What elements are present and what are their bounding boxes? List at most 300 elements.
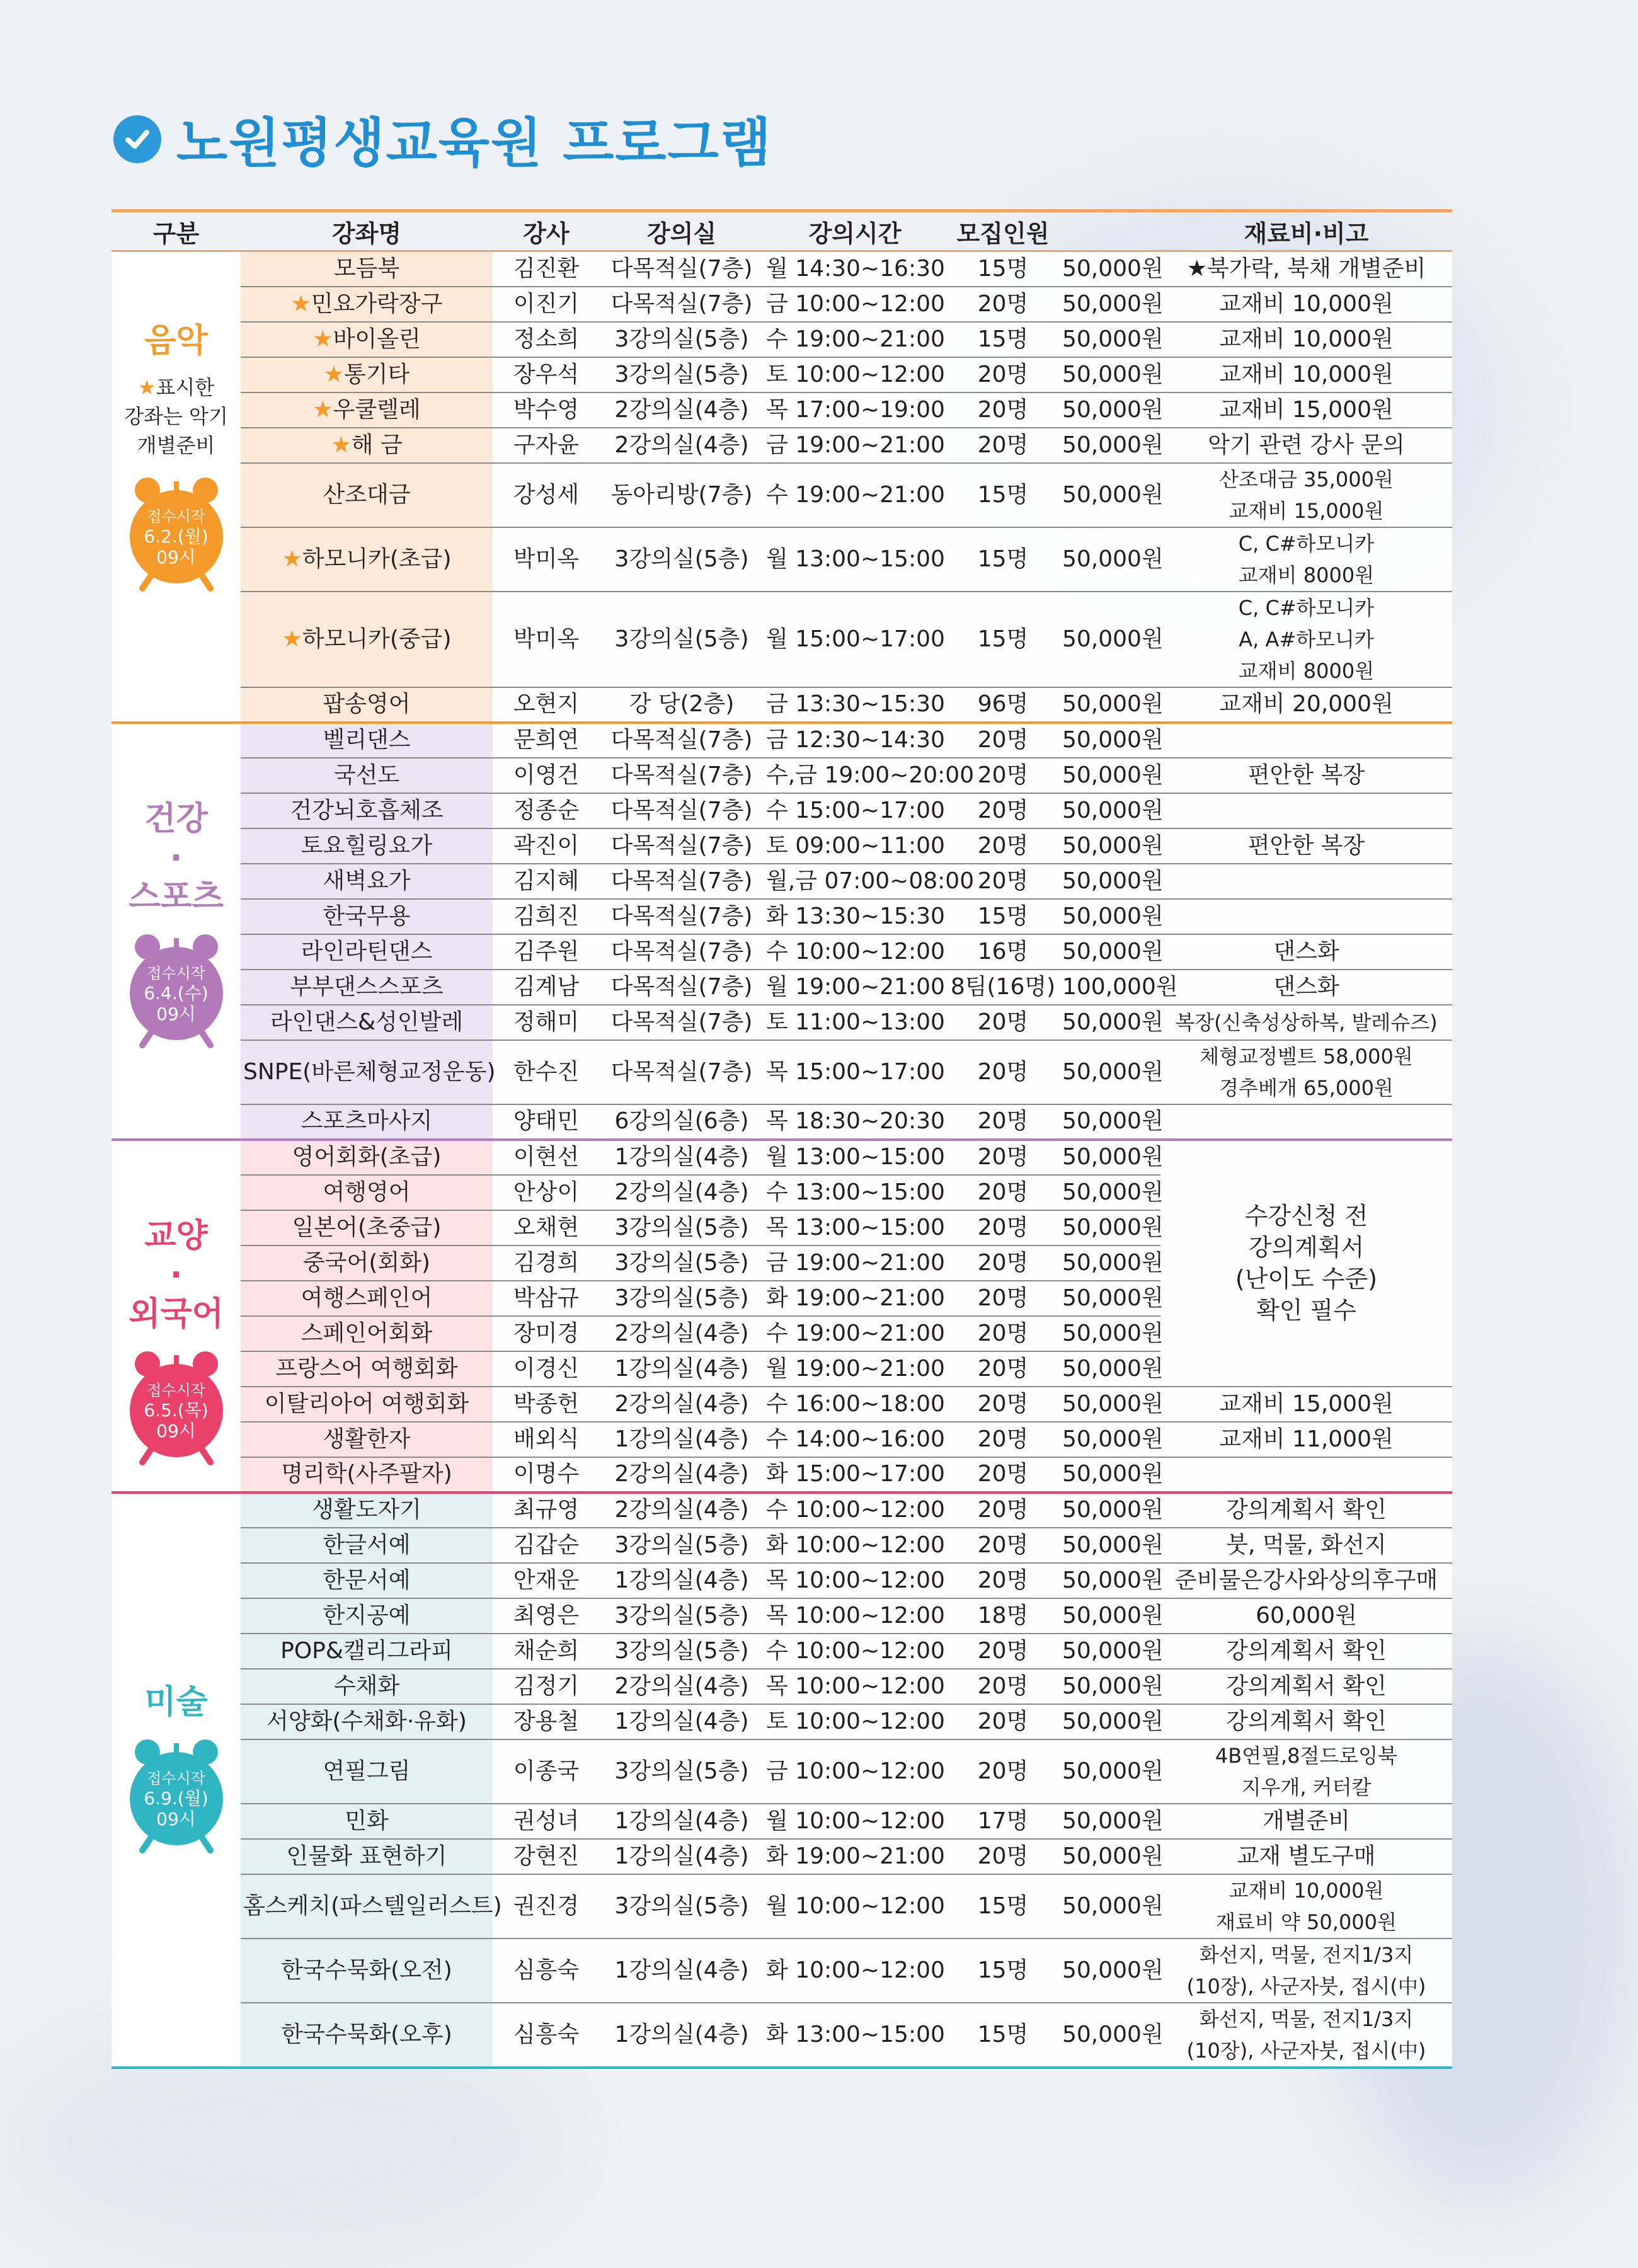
table-row — [112, 828, 1452, 864]
fee: 50,000원 — [1060, 1528, 1160, 1563]
classroom: 다목적실(7층) — [600, 970, 764, 1005]
fee: 50,000원 — [1060, 1040, 1160, 1104]
class-time: 목 15:00~17:00 — [764, 1040, 946, 1104]
teacher-name: 안상이 — [493, 1175, 600, 1210]
teacher-name: 배외식 — [493, 1422, 600, 1457]
capacity: 20명 — [946, 1387, 1060, 1422]
note: 교재비 11,000원 — [1160, 1422, 1452, 1457]
course-name: 라인라틴댄스 — [241, 934, 493, 970]
teacher-name: 박수영 — [493, 392, 600, 428]
note: 강의계획서 확인 — [1160, 1704, 1452, 1739]
note: 교재비 10,000원 — [1160, 357, 1452, 392]
alarm-clock-icon — [126, 1734, 227, 1854]
teacher-name: 권성녀 — [493, 1804, 600, 1839]
alarm-clock-icon — [126, 1346, 227, 1466]
class-time: 월,금 07:00~08:00 — [764, 864, 946, 899]
fee: 50,000원 — [1060, 527, 1160, 592]
class-time: 수 19:00~21:00 — [764, 322, 946, 357]
fee: 50,000원 — [1060, 1704, 1160, 1739]
table-row — [112, 934, 1452, 970]
star-icon: ★ — [1186, 255, 1207, 282]
classroom: 3강의실(5층) — [600, 322, 764, 357]
fee: 50,000원 — [1060, 1140, 1160, 1175]
classroom: 다목적실(7층) — [600, 1040, 764, 1104]
class-time: 토 10:00~12:00 — [764, 1704, 946, 1739]
course-name: 연필그림 — [241, 1739, 493, 1804]
class-time: 목 10:00~12:00 — [764, 1669, 946, 1704]
check-icon — [113, 115, 161, 163]
course-name: 한국수묵화(오후) — [241, 2003, 493, 2068]
note: 댄스화 — [1160, 934, 1452, 970]
fee: 50,000원 — [1060, 1246, 1160, 1281]
table-row — [112, 1563, 1452, 1598]
classroom: 다목적실(7층) — [600, 723, 764, 758]
capacity: 15명 — [946, 1939, 1060, 2003]
table-row — [112, 1528, 1452, 1563]
teacher-name: 박삼규 — [493, 1281, 600, 1316]
class-time: 화 15:00~17:00 — [764, 1457, 946, 1492]
table-row — [112, 251, 1452, 287]
teacher-name: 이경신 — [493, 1351, 600, 1387]
teacher-name: 김주원 — [493, 934, 600, 970]
classroom: 3강의실(5층) — [600, 1246, 764, 1281]
teacher-name: 오현지 — [493, 687, 600, 723]
capacity: 20명 — [946, 828, 1060, 864]
capacity: 20명 — [946, 1140, 1060, 1175]
table-row — [112, 322, 1452, 357]
teacher-name: 이영건 — [493, 758, 600, 793]
course-name: 산조대금 — [241, 463, 493, 527]
fee: 50,000원 — [1060, 1874, 1160, 1939]
class-time: 토 10:00~12:00 — [764, 357, 946, 392]
star-icon: ★ — [290, 290, 311, 317]
table-row — [112, 1598, 1452, 1634]
course-name: 새벽요가 — [241, 864, 493, 899]
table-row — [112, 1005, 1452, 1040]
fee: 50,000원 — [1060, 758, 1160, 793]
fee: 100,000원 — [1060, 970, 1160, 1005]
course-name: 모듬북 — [241, 251, 493, 287]
table-row — [112, 428, 1452, 463]
capacity: 20명 — [946, 1528, 1060, 1563]
course-name: 이탈리아어 여행회화 — [241, 1387, 493, 1422]
capacity: 17명 — [946, 1804, 1060, 1839]
note: 개별준비 — [1160, 1804, 1452, 1839]
table-row — [112, 1387, 1452, 1422]
note: 복장(신축성상하복, 발레슈즈) — [1160, 1005, 1452, 1040]
teacher-name: 이종국 — [493, 1739, 600, 1804]
note — [1160, 793, 1452, 828]
program-table — [112, 209, 1452, 2069]
teacher-name: 정해미 — [493, 1005, 600, 1040]
course-name: 명리학(사주팔자) — [241, 1457, 493, 1492]
category-cell — [112, 723, 241, 1140]
classroom: 다목적실(7층) — [600, 287, 764, 322]
table-row — [112, 592, 1452, 687]
capacity: 15명 — [946, 322, 1060, 357]
capacity: 96명 — [946, 687, 1060, 723]
class-time: 수 10:00~12:00 — [764, 1634, 946, 1669]
fee: 50,000원 — [1060, 1598, 1160, 1634]
registration-time: 09시 — [156, 547, 196, 568]
capacity: 20명 — [946, 428, 1060, 463]
class-time: 금 10:00~12:00 — [764, 287, 946, 322]
course-name: 생활한자 — [241, 1422, 493, 1457]
capacity: 20명 — [946, 1210, 1060, 1246]
registration-label: 접수시작 — [147, 1381, 205, 1399]
note: 강의계획서 확인 — [1160, 1669, 1452, 1704]
capacity: 18명 — [946, 1598, 1060, 1634]
course-name: ★하모니카(중급) — [241, 592, 493, 687]
table-row — [112, 1874, 1452, 1939]
fee: 50,000원 — [1060, 1281, 1160, 1316]
course-name: 라인댄스&성인발레 — [241, 1005, 493, 1040]
course-name: 한국수묵화(오전) — [241, 1939, 493, 2003]
teacher-name: 박종헌 — [493, 1387, 600, 1422]
classroom: 3강의실(5층) — [600, 527, 764, 592]
header-note: 재료비·비고 — [1160, 211, 1452, 251]
class-time: 금 10:00~12:00 — [764, 1739, 946, 1804]
fee: 50,000원 — [1060, 1804, 1160, 1839]
table-row — [112, 1634, 1452, 1669]
star-icon: ★ — [282, 546, 302, 572]
fee: 50,000원 — [1060, 392, 1160, 428]
note: C, C#하모니카 A, A#하모니카 교재비 8000원 — [1160, 592, 1452, 687]
classroom: 다목적실(7층) — [600, 251, 764, 287]
category-cell — [112, 1492, 241, 2068]
fee: 50,000원 — [1060, 1839, 1160, 1874]
teacher-name: 채순희 — [493, 1634, 600, 1669]
teacher-name: 문희연 — [493, 723, 600, 758]
table-row — [112, 793, 1452, 828]
teacher-name: 박미옥 — [493, 527, 600, 592]
course-name: 부부댄스스포츠 — [241, 970, 493, 1005]
classroom: 다목적실(7층) — [600, 1005, 764, 1040]
fee: 50,000원 — [1060, 687, 1160, 723]
teacher-name: 김정기 — [493, 1669, 600, 1704]
registration-time: 09시 — [156, 1808, 196, 1830]
classroom: 3강의실(5층) — [600, 1281, 764, 1316]
registration-label: 접수시작 — [147, 1769, 205, 1787]
note: ★북가락, 북채 개별준비 — [1160, 251, 1452, 287]
note: 산조대금 35,000원 교재비 15,000원 — [1160, 463, 1452, 527]
note: 강의계획서 확인 — [1160, 1634, 1452, 1669]
course-name: 민화 — [241, 1804, 493, 1839]
table-row — [112, 287, 1452, 322]
fee: 50,000원 — [1060, 1316, 1160, 1351]
course-name: 건강뇌호흡체조 — [241, 793, 493, 828]
teacher-name: 장용철 — [493, 1704, 600, 1739]
category-name: 음악 — [144, 322, 208, 360]
course-name: 스페인어회화 — [241, 1316, 493, 1351]
classroom: 2강의실(4층) — [600, 1175, 764, 1210]
table-row — [112, 864, 1452, 899]
fee: 50,000원 — [1060, 1175, 1160, 1210]
class-time: 금 19:00~21:00 — [764, 1246, 946, 1281]
table-row — [112, 1422, 1452, 1457]
course-name: 스포츠마사지 — [241, 1104, 493, 1140]
classroom: 다목적실(7층) — [600, 758, 764, 793]
note — [1160, 864, 1452, 899]
classroom: 3강의실(5층) — [600, 1528, 764, 1563]
capacity: 20명 — [946, 357, 1060, 392]
capacity: 20명 — [946, 1040, 1060, 1104]
category-name: 미술 — [144, 1683, 208, 1721]
course-name: 인물화 표현하기 — [241, 1839, 493, 1874]
class-time: 수 10:00~12:00 — [764, 934, 946, 970]
category-name: 건강 · 스포츠 — [129, 799, 224, 916]
fee: 50,000원 — [1060, 1634, 1160, 1669]
teacher-name: 곽진이 — [493, 828, 600, 864]
note — [1160, 723, 1452, 758]
class-time: 금 12:30~14:30 — [764, 723, 946, 758]
class-time: 화 19:00~21:00 — [764, 1281, 946, 1316]
fee: 50,000원 — [1060, 1669, 1160, 1704]
capacity: 20명 — [946, 1704, 1060, 1739]
classroom: 3강의실(5층) — [600, 1874, 764, 1939]
classroom: 1강의실(4층) — [600, 1140, 764, 1175]
fee: 50,000원 — [1060, 592, 1160, 687]
course-name: ★민요가락장구 — [241, 287, 493, 322]
class-time: 월 19:00~21:00 — [764, 1351, 946, 1387]
classroom: 2강의실(4층) — [600, 1492, 764, 1528]
note: 화선지, 먹물, 전지1/3지 (10장), 사군자붓, 접시(中) — [1160, 1939, 1452, 2003]
capacity: 20명 — [946, 1492, 1060, 1528]
teacher-name: 김계남 — [493, 970, 600, 1005]
note — [1160, 1104, 1452, 1140]
course-name: 홈스케치(파스텔일러스트) — [241, 1874, 493, 1939]
note: 화선지, 먹물, 전지1/3지 (10장), 사군자붓, 접시(中) — [1160, 2003, 1452, 2068]
course-name: 팝송영어 — [241, 687, 493, 723]
note: 교재비 20,000원 — [1160, 687, 1452, 723]
capacity: 15명 — [946, 899, 1060, 934]
note: 교재 별도구매 — [1160, 1839, 1452, 1874]
classroom: 2강의실(4층) — [600, 1669, 764, 1704]
course-name: SNPE(바른체형교정운동) — [241, 1040, 493, 1104]
registration-time: 09시 — [156, 1420, 196, 1441]
course-name: 한국무용 — [241, 899, 493, 934]
table-row — [112, 1839, 1452, 1874]
classroom: 1강의실(4층) — [600, 1563, 764, 1598]
classroom: 2강의실(4층) — [600, 428, 764, 463]
header-category: 구분 — [112, 211, 241, 251]
capacity: 20명 — [946, 287, 1060, 322]
table-row — [112, 970, 1452, 1005]
fee: 50,000원 — [1060, 1387, 1160, 1422]
classroom: 1강의실(4층) — [600, 1804, 764, 1839]
registration-date: 6.9.(월) — [144, 1787, 209, 1809]
course-name: 서양화(수채화·유화) — [241, 1704, 493, 1739]
classroom: 3강의실(5층) — [600, 1598, 764, 1634]
course-name: 중국어(회화) — [241, 1246, 493, 1281]
class-time: 월 13:00~15:00 — [764, 527, 946, 592]
table-row — [112, 1804, 1452, 1839]
table-row — [112, 1040, 1452, 1104]
classroom: 다목적실(7층) — [600, 793, 764, 828]
capacity: 16명 — [946, 934, 1060, 970]
note: 편안한 복장 — [1160, 758, 1452, 793]
header-fee — [1060, 211, 1160, 251]
header-room: 강의실 — [600, 211, 764, 251]
teacher-name: 김지혜 — [493, 864, 600, 899]
note: 댄스화 — [1160, 970, 1452, 1005]
table-row — [112, 357, 1452, 392]
class-time: 수 19:00~21:00 — [764, 463, 946, 527]
capacity: 20명 — [946, 1005, 1060, 1040]
table-row — [112, 758, 1452, 793]
capacity: 20명 — [946, 1839, 1060, 1874]
fee: 50,000원 — [1060, 251, 1160, 287]
course-name: ★통기타 — [241, 357, 493, 392]
header-teacher: 강사 — [493, 211, 600, 251]
star-icon: ★ — [312, 326, 333, 352]
note: 교재비 10,000원 — [1160, 287, 1452, 322]
class-time: 월 13:00~15:00 — [764, 1140, 946, 1175]
page-title: 노원평생교육원 프로그램 — [176, 112, 772, 174]
fee: 50,000원 — [1060, 1563, 1160, 1598]
fee: 50,000원 — [1060, 828, 1160, 864]
classroom: 다목적실(7층) — [600, 934, 764, 970]
registration-date: 6.4.(수) — [144, 982, 209, 1004]
fee: 50,000원 — [1060, 463, 1160, 527]
class-time: 화 10:00~12:00 — [764, 1528, 946, 1563]
class-time: 토 11:00~13:00 — [764, 1005, 946, 1040]
table-row — [112, 1704, 1452, 1739]
teacher-name: 김갑순 — [493, 1528, 600, 1563]
star-icon: ★ — [282, 626, 302, 652]
table-row — [112, 1939, 1452, 2003]
registration-label: 접수시작 — [147, 508, 205, 525]
class-time: 화 13:00~15:00 — [764, 2003, 946, 2068]
teacher-name: 정종순 — [493, 793, 600, 828]
classroom: 1강의실(4층) — [600, 2003, 764, 2068]
course-name: POP&캘리그라피 — [241, 1634, 493, 1669]
category-note: ★표시한 강좌는 악기 개별준비 — [124, 375, 228, 457]
capacity: 20명 — [946, 1246, 1060, 1281]
table-row — [112, 1669, 1452, 1704]
fee: 50,000원 — [1060, 1005, 1160, 1040]
classroom: 1강의실(4층) — [600, 1939, 764, 2003]
fee: 50,000원 — [1060, 1457, 1160, 1492]
capacity: 20명 — [946, 1351, 1060, 1387]
fee: 50,000원 — [1060, 1492, 1160, 1528]
teacher-name: 이명수 — [493, 1457, 600, 1492]
note — [1160, 899, 1452, 934]
class-time: 목 17:00~19:00 — [764, 392, 946, 428]
fee: 50,000원 — [1060, 428, 1160, 463]
capacity: 15명 — [946, 1874, 1060, 1939]
classroom: 강 당(2층) — [600, 687, 764, 723]
class-time: 목 18:30~20:30 — [764, 1104, 946, 1140]
class-time: 수 15:00~17:00 — [764, 793, 946, 828]
capacity: 20명 — [946, 864, 1060, 899]
teacher-name: 김경희 — [493, 1246, 600, 1281]
fee: 50,000원 — [1060, 322, 1160, 357]
registration-date: 6.2.(월) — [144, 526, 209, 547]
classroom: 3강의실(5층) — [600, 1210, 764, 1246]
teacher-name: 오채현 — [493, 1210, 600, 1246]
fee: 50,000원 — [1060, 1210, 1160, 1246]
class-time: 수 10:00~12:00 — [764, 1492, 946, 1528]
table-row — [112, 1492, 1452, 1528]
star-icon: ★ — [137, 375, 156, 399]
header-capacity: 모집인원 — [946, 211, 1060, 251]
capacity: 20명 — [946, 723, 1060, 758]
course-name: ★바이올린 — [241, 322, 493, 357]
teacher-name: 안재운 — [493, 1563, 600, 1598]
table-row — [112, 527, 1452, 592]
classroom: 1강의실(4층) — [600, 1839, 764, 1874]
classroom: 2강의실(4층) — [600, 1316, 764, 1351]
fee: 50,000원 — [1060, 1104, 1160, 1140]
course-name: 영어회화(초급) — [241, 1140, 493, 1175]
category-cell — [112, 251, 241, 723]
alarm-clock-icon — [126, 472, 227, 592]
teacher-name: 강성세 — [493, 463, 600, 527]
note: 편안한 복장 — [1160, 828, 1452, 864]
table-row — [112, 1104, 1452, 1140]
note: C, C#하모니카 교재비 8000원 — [1160, 527, 1452, 592]
class-time: 수 16:00~18:00 — [764, 1387, 946, 1422]
header-course: 강좌명 — [241, 211, 493, 251]
capacity: 15명 — [946, 592, 1060, 687]
capacity: 8팀(16명) — [946, 970, 1060, 1005]
classroom: 2강의실(4층) — [600, 1387, 764, 1422]
table-row — [112, 687, 1452, 723]
table-row — [112, 723, 1452, 758]
teacher-name: 구자윤 — [493, 428, 600, 463]
fee: 50,000원 — [1060, 723, 1160, 758]
star-icon: ★ — [323, 361, 344, 387]
note: 강의계획서 확인 — [1160, 1492, 1452, 1528]
registration-label: 접수시작 — [147, 964, 205, 982]
teacher-name: 이진기 — [493, 287, 600, 322]
fee: 50,000원 — [1060, 899, 1160, 934]
class-time: 월 19:00~21:00 — [764, 970, 946, 1005]
class-time: 금 13:30~15:30 — [764, 687, 946, 723]
fee: 50,000원 — [1060, 934, 1160, 970]
teacher-name: 최규영 — [493, 1492, 600, 1528]
class-time: 토 09:00~11:00 — [764, 828, 946, 864]
star-icon: ★ — [312, 396, 333, 423]
teacher-name: 김희진 — [493, 899, 600, 934]
capacity: 20명 — [946, 1634, 1060, 1669]
note: 교재비 15,000원 — [1160, 1387, 1452, 1422]
class-time: 화 19:00~21:00 — [764, 1839, 946, 1874]
table-header — [112, 211, 1452, 251]
class-time: 수 14:00~16:00 — [764, 1422, 946, 1457]
fee: 50,000원 — [1060, 1939, 1160, 2003]
classroom: 1강의실(4층) — [600, 1351, 764, 1387]
teacher-name: 권진경 — [493, 1874, 600, 1939]
note: 붓, 먹물, 화선지 — [1160, 1528, 1452, 1563]
note: 체형교정벨트 58,000원 경추베개 65,000원 — [1160, 1040, 1452, 1104]
classroom: 2강의실(4층) — [600, 1457, 764, 1492]
teacher-name: 최영은 — [493, 1598, 600, 1634]
teacher-name: 양태민 — [493, 1104, 600, 1140]
table-row — [112, 1457, 1452, 1492]
classroom: 2강의실(4층) — [600, 392, 764, 428]
capacity: 20명 — [946, 793, 1060, 828]
capacity: 15명 — [946, 2003, 1060, 2068]
note: 준비물은강사와상의후구매 — [1160, 1563, 1452, 1598]
teacher-name: 심흥숙 — [493, 2003, 600, 2068]
capacity: 20명 — [946, 1104, 1060, 1140]
note: 교재비 10,000원 재료비 약 50,000원 — [1160, 1874, 1452, 1939]
class-time: 수 13:00~15:00 — [764, 1175, 946, 1210]
teacher-name: 이현선 — [493, 1140, 600, 1175]
class-time: 월 10:00~12:00 — [764, 1874, 946, 1939]
